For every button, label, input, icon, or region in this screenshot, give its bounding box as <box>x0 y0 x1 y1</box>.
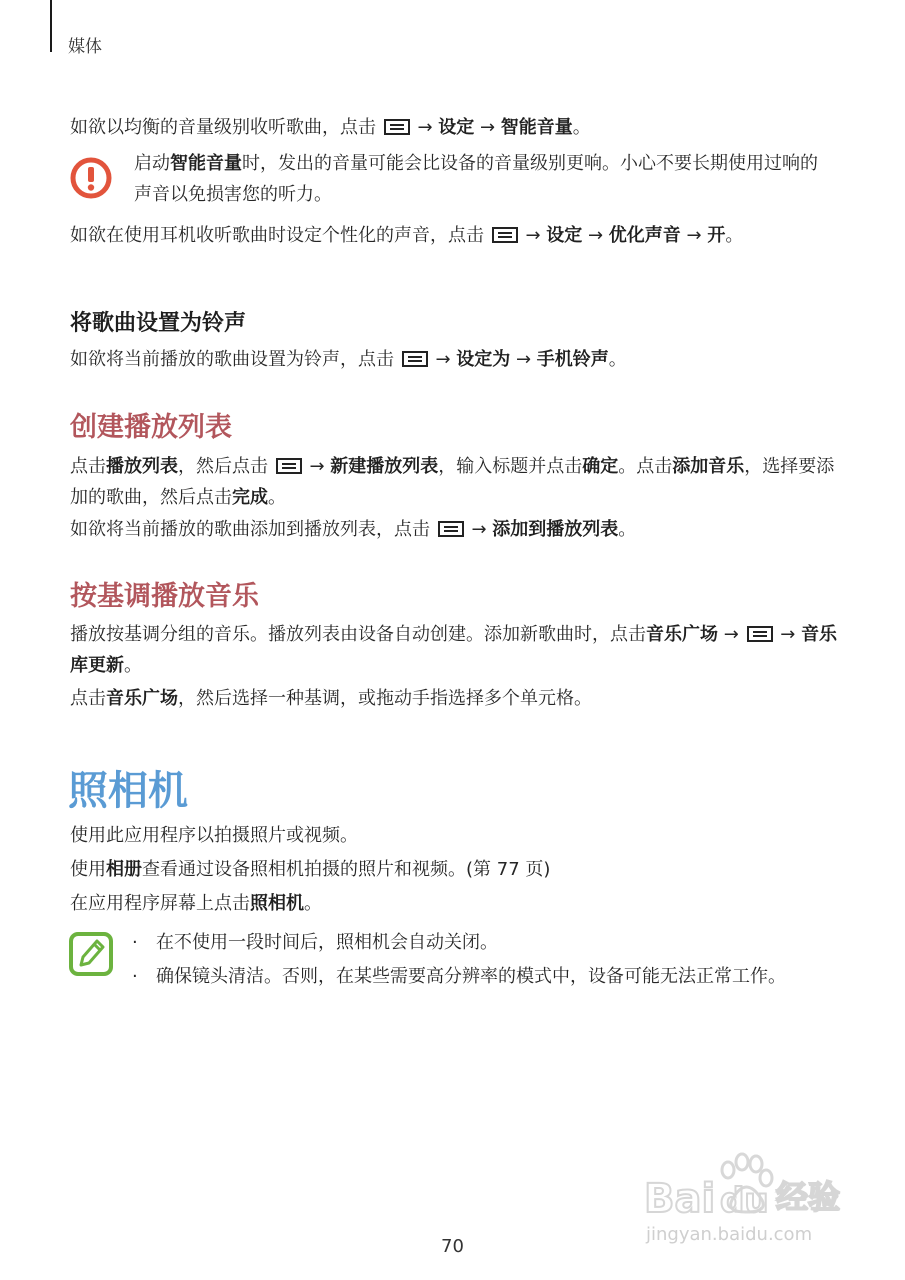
camera-paragraph-3: 在应用程序屏幕上点击照相机。 <box>70 893 322 914</box>
mood-paragraph-1: 播放按基调分组的音乐。播放列表由设备自动创建。添加新歌曲时，点击音乐广场 → → 音乐库更新。 <box>70 624 838 676</box>
bullet: · <box>132 932 138 953</box>
note-icon <box>69 932 113 976</box>
volume-paragraph: 如欲以均衡的音量级别收听歌曲，点击 → 设定 → 智能音量。 <box>70 117 591 138</box>
menu-icon <box>438 521 464 537</box>
header-section-title: 媒体 <box>68 37 102 57</box>
mood-paragraph-2: 点击音乐广场，然后选择一种基调，或拖动手指选择多个单元格。 <box>70 688 592 709</box>
menu-icon <box>384 119 410 135</box>
list-item: · 确保镜头清洁。否则，在某些需要高分辨率的模式中，设备可能无法正常工作。 <box>130 961 830 992</box>
bullet: · <box>132 966 138 987</box>
camera-heading: 照相机 <box>68 768 188 814</box>
playlist-heading: 创建播放列表 <box>70 412 232 443</box>
camera-paragraph-1: 使用此应用程序以拍摄照片或视频。 <box>70 825 358 846</box>
sound-paragraph: 如欲在使用耳机收听歌曲时设定个性化的声音，点击 → 设定 → 优化声音 → 开。 <box>70 225 744 246</box>
camera-notes-list <box>130 927 830 995</box>
warning-text: 启动智能音量时，发出的音量可能会比设备的音量级别更响。小心不要长期使用过响的声音以免损害您的听力。 <box>134 153 818 205</box>
warning-icon <box>69 156 113 200</box>
playlist-paragraph-1: 点击播放列表，然后点击 → 新建播放列表，输入标题并点击确定。点击添加音乐，选择要添加的歌曲，然后点击完成。 <box>70 456 835 508</box>
list-item: · 在不使用一段时间后，照相机会自动关闭。 <box>130 927 830 958</box>
playlist-paragraph-2: 如欲将当前播放的歌曲添加到播放列表，点击 → 添加到播放列表。 <box>70 519 637 540</box>
menu-icon <box>276 458 302 474</box>
svg-text:经验: 经验 <box>776 1178 841 1216</box>
camera-paragraph-2: 使用相册查看通过设备照相机拍摄的照片和视频。(第 77 页) <box>70 859 551 880</box>
header-rule <box>50 0 52 52</box>
baidu-watermark-logo <box>640 1150 860 1250</box>
ringtone-paragraph: 如欲将当前播放的歌曲设置为铃声，点击 → 设定为 → 手机铃声。 <box>70 349 627 370</box>
page-number: 70 <box>441 1236 464 1257</box>
menu-icon <box>402 351 428 367</box>
menu-icon <box>747 626 773 642</box>
mood-heading: 按基调播放音乐 <box>70 581 259 612</box>
svg-text:jingyan.baidu.com: jingyan.baidu.com <box>646 1224 813 1245</box>
ringtone-heading: 将歌曲设置为铃声 <box>70 311 247 336</box>
menu-icon <box>492 227 518 243</box>
svg-text:Bai: Bai <box>644 1176 716 1222</box>
svg-text:du: du <box>720 1181 769 1221</box>
